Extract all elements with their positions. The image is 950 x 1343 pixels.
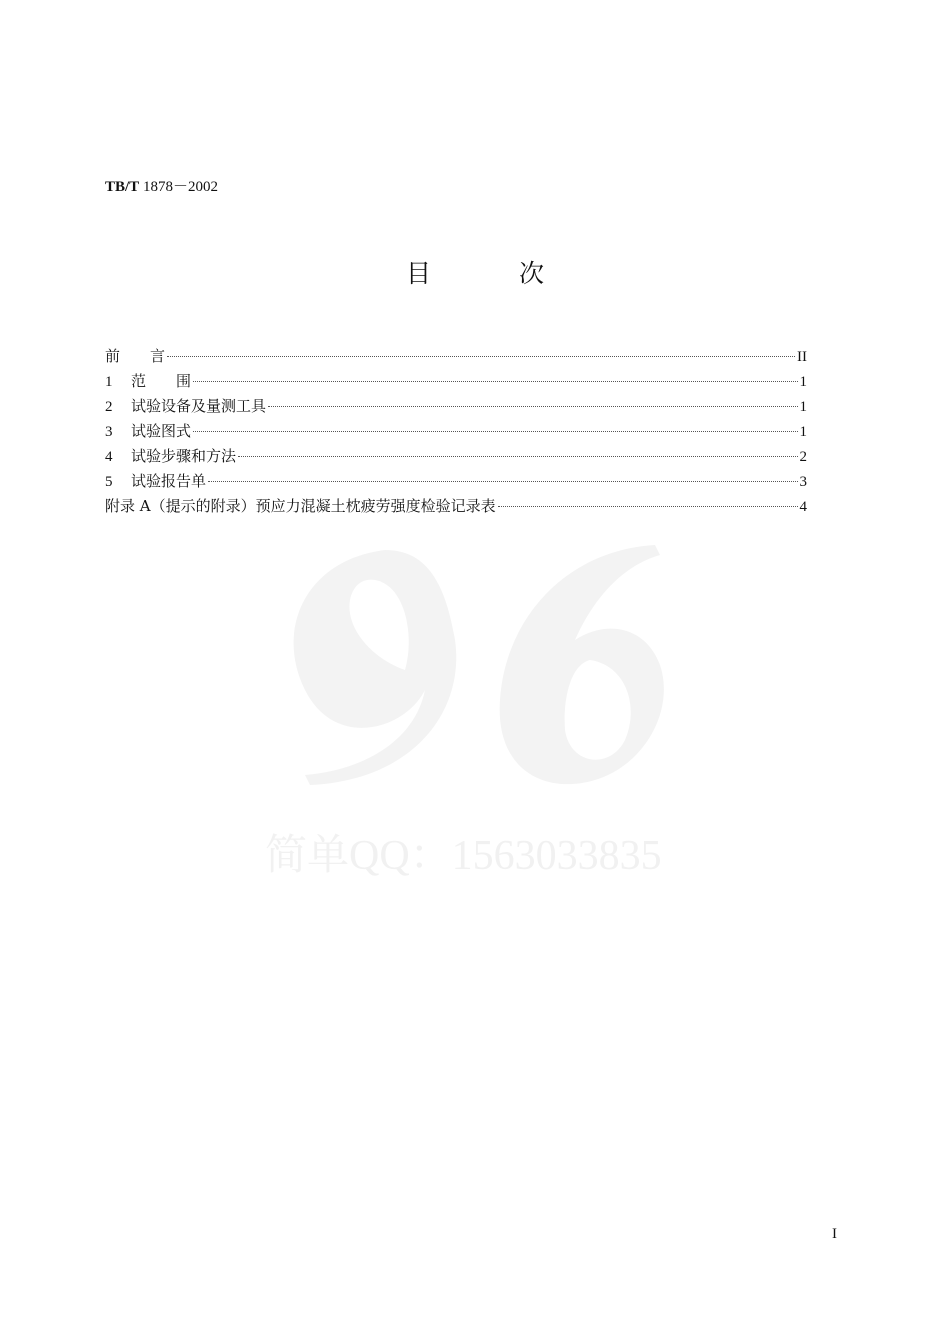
standard-code-prefix: TB/T — [105, 179, 140, 195]
toc-leader-dots — [208, 480, 797, 482]
page-number: I — [832, 1226, 837, 1242]
toc-entry-label: 试验报告单 — [131, 472, 207, 490]
toc-leader-dots — [498, 505, 798, 507]
toc-leader-dots — [238, 455, 797, 457]
toc-entry-page: 1 — [799, 374, 807, 390]
toc-entry-number: 5 — [105, 474, 113, 490]
toc-entry-procedure[interactable] — [105, 444, 807, 469]
toc-entry-label: 试验步骤和方法 — [131, 447, 237, 465]
toc-entry-appendix-a[interactable] — [105, 494, 807, 519]
toc-entry-number: 1 — [105, 374, 113, 390]
toc-entry-page: 1 — [799, 399, 807, 415]
toc-entry-test-diagram[interactable] — [105, 419, 807, 444]
toc-leader-dots — [268, 405, 797, 407]
toc-title: 目 次 — [406, 259, 584, 288]
watermark-text: 简单QQ：1563033835 — [265, 833, 662, 879]
toc-entry-label: 范 围 — [131, 372, 192, 390]
toc-entry-number: 3 — [105, 424, 113, 440]
toc-entry-page: II — [797, 349, 807, 365]
toc-leader-dots — [193, 430, 797, 432]
toc-leader-dots — [193, 380, 797, 382]
toc-entry-page: 3 — [799, 474, 807, 490]
toc-entry-label: 试验图式 — [131, 422, 192, 440]
toc-entry-preface[interactable] — [105, 344, 807, 369]
toc-entry-label: 附录 A（提示的附录）预应力混凝土枕疲劳强度检验记录表 — [105, 497, 496, 515]
toc-entry-label: 前 言 — [105, 347, 166, 365]
toc-entry-number: 4 — [105, 449, 113, 465]
toc-entry-page: 2 — [799, 449, 807, 465]
standard-code-number: 1878－2002 — [142, 179, 218, 195]
toc-entry-scope[interactable] — [105, 369, 807, 394]
toc-entry-label: 试验设备及量测工具 — [131, 397, 267, 415]
toc-entry-page: 4 — [799, 499, 807, 515]
toc-entry-report[interactable] — [105, 469, 807, 494]
toc-entry-equipment[interactable] — [105, 394, 807, 419]
toc-entry-number: 2 — [105, 399, 113, 415]
standard-code — [105, 175, 218, 196]
toc-list — [105, 344, 807, 519]
toc-entry-page: 1 — [799, 424, 807, 440]
toc-leader-dots — [167, 355, 795, 357]
